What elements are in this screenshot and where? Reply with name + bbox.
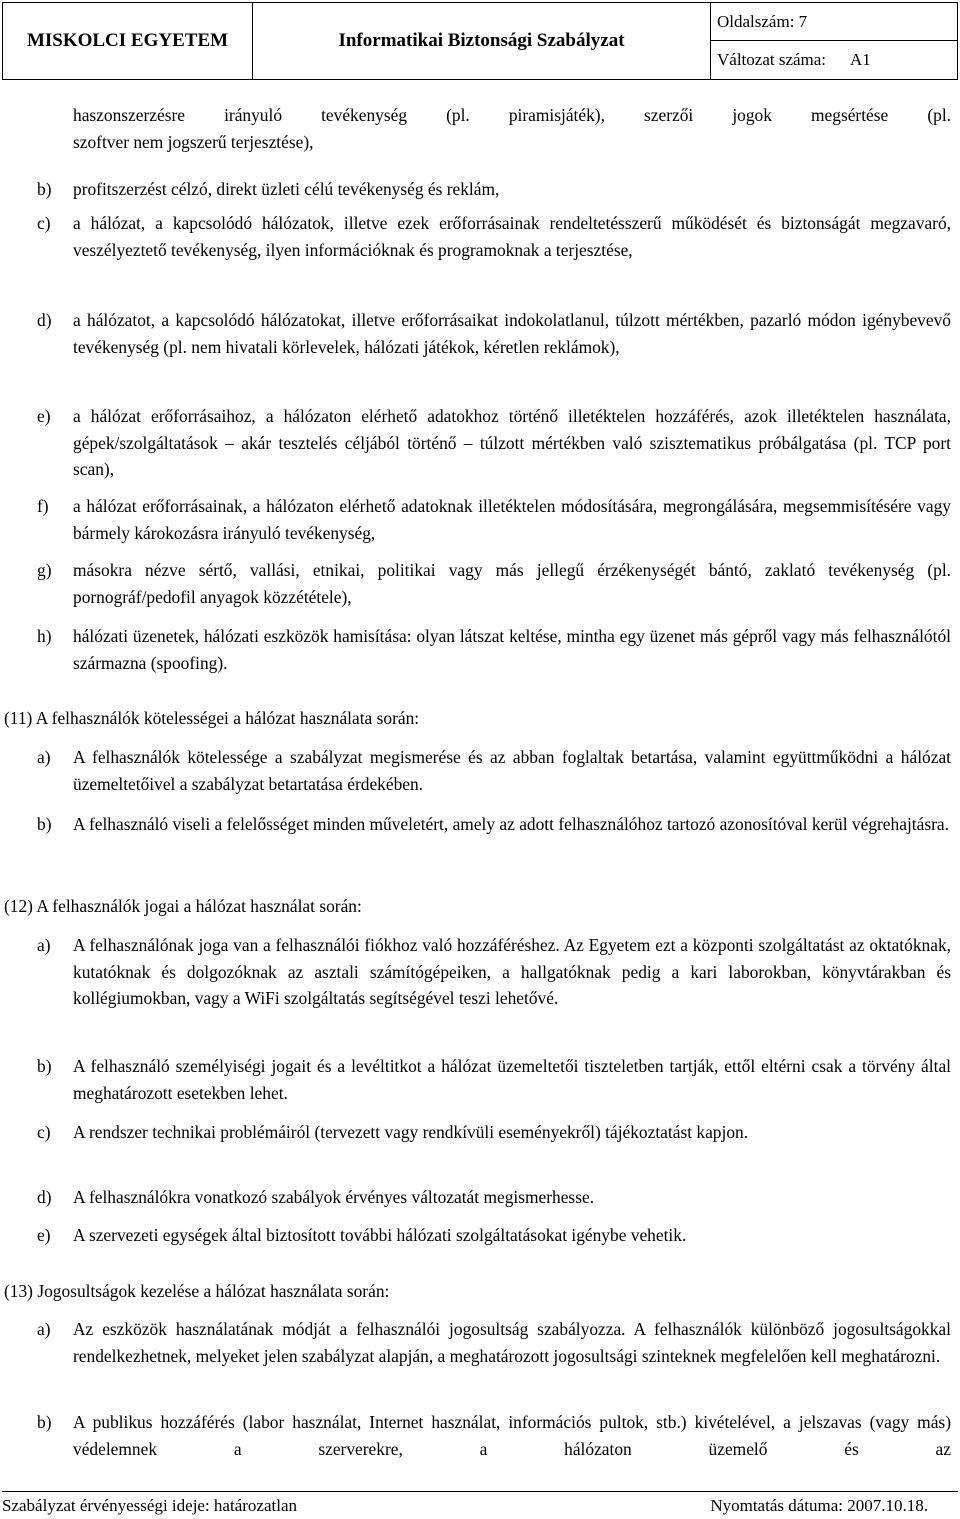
item-label: a) xyxy=(37,747,51,767)
document-title: Informatikai Biztonsági Szabályzat xyxy=(253,3,711,79)
section-heading-13: (13) Jogosultságok kezelése a hálózat használata során: xyxy=(4,1281,390,1301)
item-text: a hálózat, a kapcsolódó hálózatok, illetve ezek erőforrásainak rendeltetésszerű működését és biztonságát megzavaró, veszélyeztető tevékenység, ilyen információknak és programoknak a terjesztése, xyxy=(73,213,951,260)
section-heading-11: (11) A felhasználók kötelességei a hálózat használata során: xyxy=(4,708,420,728)
print-date: Nyomtatás dátuma: 2007.10.18. xyxy=(710,1495,928,1515)
item-text: A felhasználókra vonatkozó szabályok érvényes változatát megismerhesse. xyxy=(73,1187,595,1207)
item-label: b) xyxy=(37,1412,52,1432)
version-row xyxy=(711,41,957,79)
page-number: Oldalszám: 7 xyxy=(711,3,957,41)
university-name: MISKOLCI EGYETEM xyxy=(3,3,253,79)
version-value: A1 xyxy=(850,50,871,69)
version-label: Változat száma: xyxy=(717,50,827,69)
item-text: Az eszközök használatának módját a felhasználói jogosultság szabályozza. A felhasználók különböző jogosultságokkal rendelkezhetnek, melyeket jelen szabályzat alapján, a meghatározott jogosultsági szinteknek megfelelően kell meghatározni. xyxy=(73,1319,951,1366)
header-meta xyxy=(711,3,957,79)
item-label: b) xyxy=(37,1056,52,1076)
item-label: h) xyxy=(37,626,52,646)
item-label: e) xyxy=(37,1225,51,1245)
page-header xyxy=(2,2,958,80)
item-text: a hálózat erőforrásainak, a hálózaton elérhető adatoknak illetéktelen módosítására, megrongálására, megsemmisítésére vagy bármely károkozásra irányuló tevékenység, xyxy=(73,496,951,543)
continuation-line-2: szoftver nem jogszerű terjesztése), xyxy=(73,132,314,152)
item-label: c) xyxy=(37,213,51,233)
item-text: A felhasználók kötelessége a szabályzat megismerése és az abban foglaltak betartása, valamint együttműködni a hálózat üzemeltetőivel a szabályzat betartatása érdekében. xyxy=(73,747,951,794)
validity-text: Szabályzat érvényességi ideje: határozatlan xyxy=(2,1495,297,1515)
item-text: hálózati üzenetek, hálózati eszközök hamisítása: olyan látszat keltése, mintha egy üzenet más gépről vagy más felhasználótól származna (spoofing). xyxy=(73,626,951,673)
item-text: A felhasználó viseli a felelősséget minden műveletért, amely az adott felhasználóhoz tartozó azonosítóval kerül végrehajtásra. xyxy=(73,814,949,834)
item-label: f) xyxy=(37,496,49,516)
item-label: c) xyxy=(37,1122,51,1142)
item-text: A rendszer technikai problémáiról (tervezett vagy rendkívüli eseményekről) tájékoztatást kapjon. xyxy=(73,1122,749,1142)
item-text: profitszerzést célzó, direkt üzleti célú tevékenység és reklám, xyxy=(73,179,500,199)
item-text: a hálózatot, a kapcsolódó hálózatokat, illetve erőforrásaikat indokolatlanul, túlzott mértékben, pazarló módon igénybevevő tevékenység (pl. nem hivatali körlevelek, hálózati játékok, kéretlen reklámok), xyxy=(73,310,951,357)
continuation-line-1: haszonszerzésre irányuló tevékenység (pl. piramisjáték), szerzői jogok megsértése (pl. xyxy=(73,105,951,125)
item-label: a) xyxy=(37,1319,51,1339)
item-label: a) xyxy=(37,935,51,955)
item-text: másokra nézve sértő, vallási, etnikai, politikai vagy más jellegű érzékenységét bántó, zaklató tevékenység (pl. pornográf/pedofil anyagok közzététele), xyxy=(73,560,951,607)
item-label: b) xyxy=(37,814,52,834)
item-label: d) xyxy=(37,1187,52,1207)
page-footer xyxy=(2,1491,958,1519)
item-label: e) xyxy=(37,406,51,426)
item-label: g) xyxy=(37,560,52,580)
item-text: A felhasználónak joga van a felhasználói fiókhoz való hozzáféréshez. Az Egyetem ezt a központi szolgáltatást az oktatóknak, kutatóknak és dolgozóknak az asztali számítógépeiken, a hallgatóknak pedig a kari laborokban, könyvtárakban és kollégiumokban, vagy a WiFi szolgáltatás segítségével teszi lehetővé. xyxy=(73,935,951,1009)
section-heading-12: (12) A felhasználók jogai a hálózat használat során: xyxy=(4,896,362,916)
item-label: b) xyxy=(37,179,52,199)
item-text: A felhasználó személyiségi jogait és a levéltitkot a hálózat üzemeltetői tiszteletben tartják, ettől eltérni csak a törvény által meghatározott esetekben lehet. xyxy=(73,1056,951,1103)
item-text: A szervezeti egységek által biztosított további hálózati szolgáltatásokat igénybe vehetik. xyxy=(73,1225,687,1245)
item-label: d) xyxy=(37,310,52,330)
item-text: A publikus hozzáférés (labor használat, Internet használat, információs pultok, stb.) kivételével, a jelszavas (vagy más) védelemnek a szerverekre, a hálózaton üzemelő és az xyxy=(73,1412,951,1459)
item-text: a hálózat erőforrásaihoz, a hálózaton elérhető adatokhoz történő illetéktelen hozzáférés, azok illetéktelen használata, gépek/szolgáltatások – akár tesztelés céljából történő – túlzott mértékben való szisztematikus próbálgatása (pl. TCP port scan), xyxy=(73,406,951,480)
